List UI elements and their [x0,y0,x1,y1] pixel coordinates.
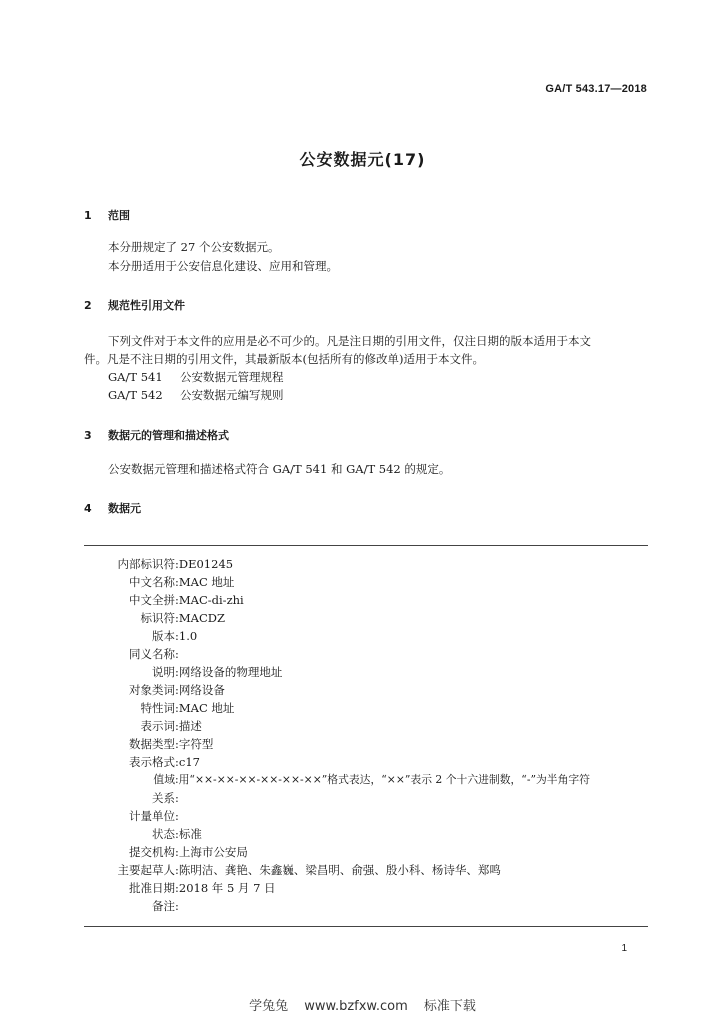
element-row-description: 说明:网络设备的物理地址 [152,665,283,679]
element-top-rule [84,545,648,546]
element-row-internal-id: 内部标识符:DE01245 [117,557,234,571]
footer-url[interactable]: www.bzfxw.com [304,999,408,1014]
scope-line-2: 本分册适用于公安信息化建设、应用和管理。 [108,259,338,273]
page-title: 公安数据元(17) [299,150,426,169]
footer-site-name: 学兔兔 [249,999,289,1014]
format-paragraph: 公安数据元管理和描述格式符合 GA/T 541 和 GA/T 542 的规定。 [108,462,451,476]
element-row-chinese-name: 中文名称:MAC 地址 [129,575,235,589]
page-number: 1 [621,943,627,954]
section-heading-4: 4 数据元 [84,502,141,515]
element-row-unit: 计量单位: [129,809,179,823]
element-row-approval-date: 批准日期:2018 年 5 月 7 日 [129,881,276,895]
element-row-pinyin: 中文全拼:MAC-di-zhi [129,593,244,607]
element-row-relation: 关系: [152,791,179,805]
section-heading-3: 3 数据元的管理和描述格式 [84,429,229,442]
element-row-remarks: 备注: [152,899,179,913]
element-row-value-domain: 值域:用“××-××-××-××-××-××”格式表达，“××”表示 2 个十六进制数，“-”为半角字符 [153,773,590,786]
element-row-representation: 表示词:描述 [140,719,202,733]
site-footer [0,995,725,1014]
element-row-submitter: 提交机构:上海市公安局 [129,845,248,859]
element-row-format: 表示格式:c17 [129,755,200,769]
element-row-data-type: 数据类型:字符型 [129,737,214,751]
section-heading-2: 2 规范性引用文件 [84,299,185,312]
refs-paragraph-line-2: 件。凡是不注日期的引用文件，其最新版本(包括所有的修改单)适用于本文件。 [84,352,484,366]
section-heading-1: 1 范围 [84,209,130,222]
element-row-drafters: 主要起草人:陈明洁、龚艳、朱鑫巍、梁昌明、俞强、殷小科、杨诗华、郑鸣 [117,863,501,877]
footer-tagline: 标准下载 [423,999,476,1014]
ref-item: GA/T 542 公安数据元编写规则 [108,388,284,402]
element-row-synonym: 同义名称: [129,647,179,661]
ref-item: GA/T 541 公安数据元管理规程 [108,370,284,384]
element-row-version: 版本:1.0 [152,629,198,643]
element-row-status: 状态:标准 [152,827,202,841]
scope-line-1: 本分册规定了 27 个公安数据元。 [108,240,280,254]
element-bottom-rule [84,926,648,927]
standard-code: GA/T 543.17—2018 [545,83,647,95]
element-row-object-class: 对象类词:网络设备 [129,683,225,697]
refs-paragraph-line-1: 下列文件对于本文件的应用是必不可少的。凡是注日期的引用文件，仅注日期的版本适用于本文 [108,334,591,348]
element-row-property: 特性词:MAC 地址 [140,701,235,715]
element-row-identifier: 标识符:MACDZ [140,611,225,625]
